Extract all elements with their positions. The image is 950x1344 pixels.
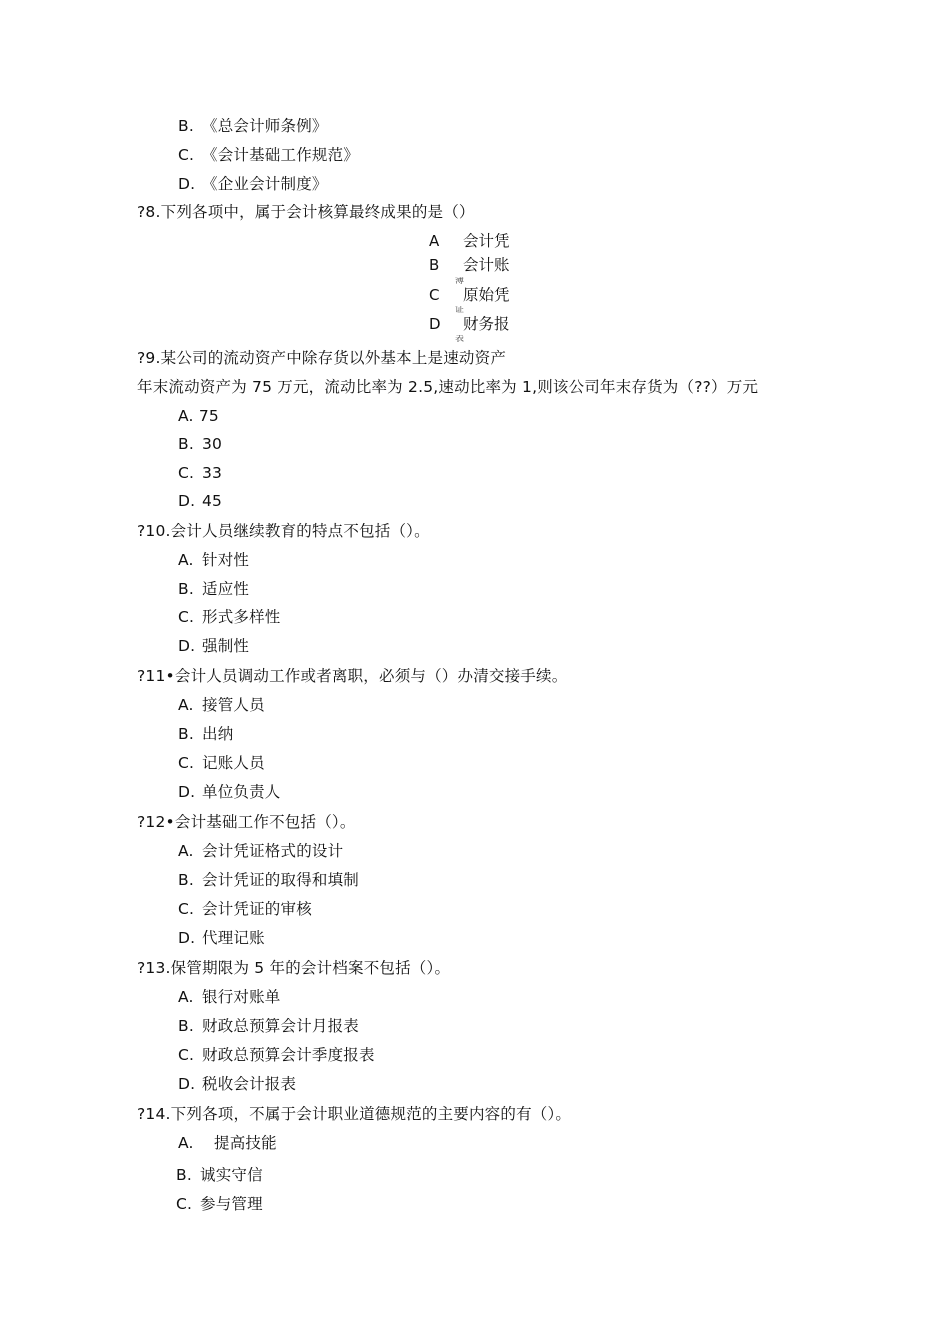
q13-stem: ?13.保管期限为 5 年的会计档案不包括（）。: [137, 959, 451, 977]
option-text: 单位负责人: [202, 783, 281, 801]
q13-option-c: [178, 1045, 375, 1065]
q8-option-a-text: 会计凭: [463, 232, 510, 250]
q10-stem: ?10.会计人员继续教育的特点不包括（）。: [137, 522, 430, 540]
q8-stem: ?8.下列各项中，属于会计核算最终成果的是（）: [137, 203, 475, 221]
q9-stem-line2: 年末流动资产为 75 万元，流动比率为 2.5,速动比率为 1,则该公司年末存货为（??）万元: [137, 378, 759, 396]
option-text: 30: [202, 435, 223, 453]
q12-stem: ?12•会计基础工作不包括（）。: [137, 813, 356, 831]
option-text: 会计凭证的审核: [202, 900, 312, 918]
option-text: 提高技能: [214, 1134, 277, 1152]
option-text: 诚实守信: [200, 1166, 263, 1184]
q12-option-c: [178, 899, 312, 919]
q11-option-b: [178, 724, 233, 744]
option-text: 税收会计报表: [202, 1075, 297, 1093]
q8-option-a-letter: A: [429, 232, 440, 250]
option-letter: B.: [178, 725, 194, 743]
q9-option-d: [178, 491, 222, 511]
option-text: 银行对账单: [202, 988, 281, 1006]
q10-option-d: [178, 636, 249, 656]
q13-option-b: [178, 1016, 359, 1036]
q12-option-a: [178, 841, 343, 861]
option-text: 会计凭证格式的设计: [202, 842, 344, 860]
option-letter: B.: [178, 580, 194, 598]
option-text: 财政总预算会计季度报表: [202, 1046, 375, 1064]
option-letter: C.: [178, 608, 195, 626]
option-letter: C.: [178, 464, 195, 482]
q11-option-c: [178, 753, 265, 773]
q10-option-a: [178, 550, 249, 570]
option-text: 财政总预算会计月报表: [202, 1017, 360, 1035]
q11-option-a: [178, 695, 265, 715]
option-text: 《会计基础工作规范》: [202, 146, 360, 164]
option-letter: B.: [178, 871, 194, 889]
option-letter: C.: [178, 754, 195, 772]
q10-option-b: [178, 579, 249, 599]
q9-option-b: [178, 434, 222, 454]
option-letter: D.: [178, 1075, 196, 1093]
option-text: 45: [202, 492, 223, 510]
option-text: 《企业会计制度》: [202, 175, 328, 193]
q7-option-b: [178, 116, 328, 136]
option-letter: D.: [178, 929, 196, 947]
option-text: 适应性: [202, 580, 250, 598]
q8-fragment-3: 表: [455, 335, 465, 342]
option-letter: A.: [178, 1134, 194, 1152]
q11-option-d: [178, 782, 281, 802]
q8-fragment-1: 簿: [455, 277, 465, 284]
q10-option-c: [178, 607, 281, 627]
q13-option-a: [178, 987, 281, 1007]
q14-option-a: [178, 1133, 277, 1153]
option-letter: B.: [176, 1166, 192, 1184]
option-text: 参与管理: [200, 1195, 263, 1213]
option-letter: D.: [178, 637, 196, 655]
option-letter: B.: [178, 435, 194, 453]
option-text: 会计凭证的取得和填制: [202, 871, 360, 889]
q12-option-b: [178, 870, 359, 890]
q9-option-a: [178, 406, 219, 426]
option-letter: B.: [178, 117, 194, 135]
option-letter: A.: [178, 551, 194, 569]
option-text: 记账人员: [202, 754, 265, 772]
option-text: 强制性: [202, 637, 250, 655]
q7-option-c: [178, 145, 359, 165]
option-letter: D.: [178, 492, 196, 510]
option-letter: B.: [178, 1017, 194, 1035]
option-text: 接管人员: [202, 696, 265, 714]
q11-stem: ?11•会计人员调动工作或者离职，必须与（）办清交接手续。: [137, 667, 568, 685]
q12-option-d: [178, 928, 265, 948]
q8-option-b-letter: B: [429, 256, 440, 274]
option-text: 代理记账: [202, 929, 265, 947]
option-letter: C.: [176, 1195, 193, 1213]
option-text: 33: [202, 464, 223, 482]
option-letter: A.: [178, 407, 194, 425]
option-letter: C.: [178, 900, 195, 918]
option-letter: A.: [178, 988, 194, 1006]
q14-stem: ?14.下列各项，不属于会计职业道德规范的主要内容的有（）。: [137, 1105, 572, 1123]
q8-fragment-2: 证: [455, 306, 465, 313]
option-letter: C.: [178, 146, 195, 164]
q8-option-c-text: 原始凭: [463, 286, 510, 304]
q14-option-b: [176, 1165, 263, 1185]
q9-stem-line1: ?9.某公司的流动资产中除存货以外基本上是速动资产: [137, 349, 507, 367]
q9-option-c: [178, 463, 222, 483]
option-text: 出纳: [202, 725, 234, 743]
option-text: 《总会计师条例》: [202, 117, 328, 135]
q8-option-d-letter: D: [429, 315, 441, 333]
q8-option-d-text: 财务报: [463, 315, 510, 333]
q8-option-b-text: 会计账: [463, 256, 510, 274]
option-text: 形式多样性: [202, 608, 281, 626]
option-letter: D.: [178, 175, 196, 193]
option-letter: D.: [178, 783, 196, 801]
q8-option-c-letter: C: [429, 286, 440, 304]
q7-option-d: [178, 174, 328, 194]
option-text: 75: [198, 407, 219, 425]
option-letter: A.: [178, 842, 194, 860]
q13-option-d: [178, 1074, 296, 1094]
q14-option-c: [176, 1194, 263, 1214]
option-text: 针对性: [202, 551, 250, 569]
option-letter: C.: [178, 1046, 195, 1064]
option-letter: A.: [178, 696, 194, 714]
